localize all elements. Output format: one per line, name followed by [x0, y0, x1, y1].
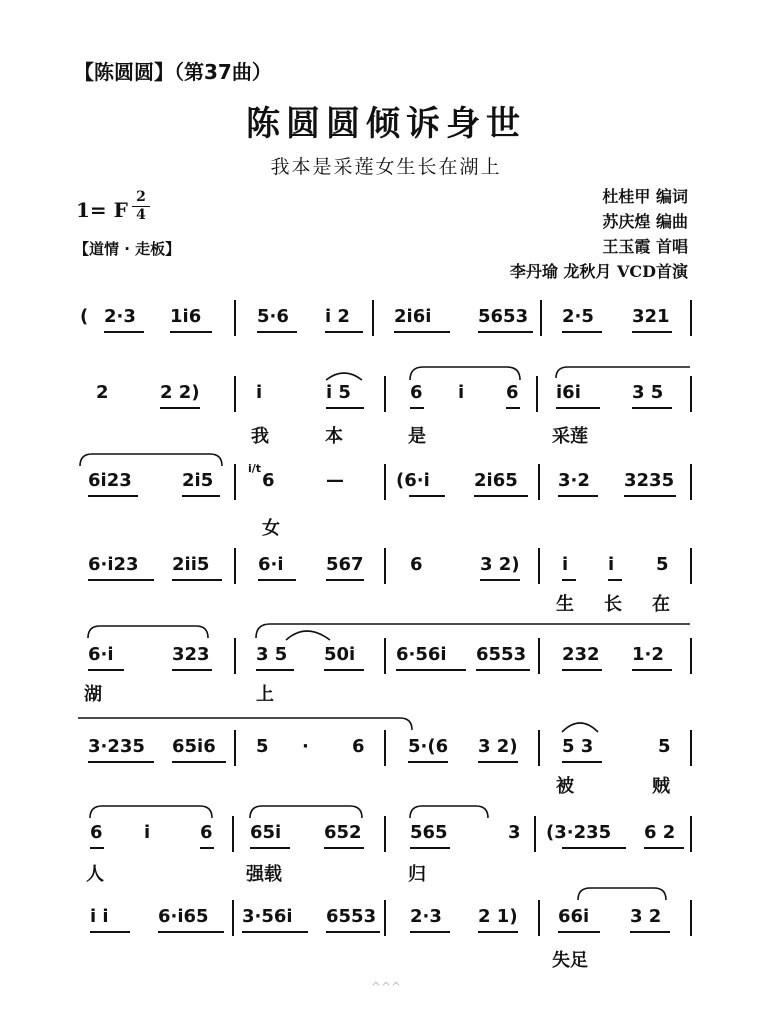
- lyric: 在: [652, 594, 670, 615]
- credit-singer: 王玉霞 首唱: [602, 237, 688, 256]
- slur: [88, 626, 208, 638]
- slur: [410, 806, 488, 818]
- note-group: (6·i: [396, 470, 430, 491]
- note-group: 6: [90, 822, 103, 843]
- lyric: 被: [556, 776, 574, 797]
- credit-vcd: 李丹瑜 龙秋月 VCD首演: [509, 262, 688, 281]
- note-group: (: [80, 306, 89, 327]
- note-group: 6: [200, 822, 213, 843]
- note-group: 6: [352, 736, 365, 757]
- note-group: 3 2): [478, 736, 518, 757]
- note-group: 323: [172, 644, 210, 665]
- note-group: 3 5: [632, 382, 664, 403]
- note-group: 1i6: [170, 306, 202, 327]
- note-group: i: [608, 554, 615, 575]
- note-group: i: [144, 822, 151, 843]
- slur: [78, 718, 412, 730]
- slur: [250, 806, 362, 818]
- slur: [80, 454, 222, 466]
- note-group: 5: [658, 736, 671, 757]
- lyric: 长: [604, 594, 622, 615]
- note-group: 3·2: [558, 470, 590, 491]
- dot-rest: ·: [302, 736, 309, 757]
- subtitle: 我本是采莲女生长在湖上: [270, 156, 502, 178]
- note-group: 232: [562, 644, 600, 665]
- note-group: 2: [96, 382, 109, 403]
- note-group: 565: [410, 822, 448, 843]
- slur: [326, 373, 362, 380]
- note-group: i: [256, 382, 263, 403]
- slur: [556, 367, 690, 378]
- slur: [578, 888, 666, 900]
- note-group: 6: [262, 470, 275, 491]
- lyric: 人: [86, 864, 104, 885]
- note-group: 3 2: [630, 906, 662, 927]
- time-signature-top: 2: [136, 189, 146, 205]
- note-group: (3·235: [546, 822, 612, 843]
- note-group: i6i: [556, 382, 581, 403]
- note-group: 6i23: [88, 470, 132, 491]
- note-group: 6: [506, 382, 519, 403]
- lyric: 采莲: [552, 426, 588, 447]
- page-mark: ^^^: [370, 980, 402, 994]
- note-group: 652: [324, 822, 362, 843]
- credit-lyricist: 杜桂甲 编词: [602, 187, 688, 206]
- banban-label: 【道情 · 走板】: [74, 240, 181, 258]
- note-group: 6·i: [88, 644, 114, 665]
- note-group: 6553: [326, 906, 377, 927]
- note-group: 5 3: [562, 736, 594, 757]
- slur: [562, 723, 598, 732]
- note-group: 2·5: [562, 306, 594, 327]
- note-group: 321: [632, 306, 670, 327]
- time-signature-bottom: 4: [136, 207, 146, 223]
- note-group: 5653: [478, 306, 529, 327]
- note-group: 2·3: [104, 306, 136, 327]
- note-group: 6553: [476, 644, 527, 665]
- grace-note: i/t: [248, 462, 262, 475]
- key-signature: 1= F: [76, 198, 128, 222]
- lyric: 湖: [84, 684, 102, 705]
- note-group: i: [562, 554, 569, 575]
- note-group: 6·i23: [88, 554, 139, 575]
- note-group: 3235: [624, 470, 675, 491]
- note-group: 2i65: [474, 470, 518, 491]
- note-group: 6·i: [258, 554, 284, 575]
- note-group: 2ii5: [172, 554, 210, 575]
- lyric: 是: [408, 426, 426, 447]
- note-group: 6: [410, 382, 423, 403]
- dash: —: [326, 470, 344, 491]
- lyric: 我: [251, 426, 269, 447]
- note-group: 1·2: [632, 644, 664, 665]
- note-group: 5: [256, 736, 269, 757]
- lyric: 上: [256, 684, 274, 705]
- lyric: 本: [325, 426, 343, 447]
- lyric: 贼: [652, 776, 670, 797]
- note-group: 2i6i: [394, 306, 432, 327]
- note-group: 6 2: [644, 822, 676, 843]
- note-group: 5·(6: [408, 736, 449, 757]
- lyric: 失足: [552, 950, 588, 971]
- credit-composer: 苏庆煌 编曲: [602, 212, 688, 231]
- page-title: 陈圆圆倾诉身世: [246, 104, 526, 144]
- note-group: 6·56i: [396, 644, 447, 665]
- note-group: 66i: [558, 906, 590, 927]
- note-group: i 5: [326, 382, 351, 403]
- note-group: 65i6: [172, 736, 216, 757]
- slur: [410, 367, 520, 380]
- note-group: 50i: [324, 644, 356, 665]
- note-group: 65i: [250, 822, 282, 843]
- note-group: 567: [326, 554, 364, 575]
- series-label: 【陈圆圆】（第37曲）: [74, 60, 272, 84]
- note-group: 5: [656, 554, 669, 575]
- lyric: 归: [408, 864, 426, 885]
- note-group: 2 1): [478, 906, 518, 927]
- slur: [256, 624, 690, 638]
- note-group: i i: [90, 906, 109, 927]
- note-group: 2i5: [182, 470, 214, 491]
- slur: [286, 631, 330, 640]
- slur: [90, 806, 212, 818]
- note-group: 2·3: [410, 906, 442, 927]
- note-group: 2 2): [160, 382, 200, 403]
- lyric: 女: [262, 518, 280, 539]
- note-group: 3: [508, 822, 521, 843]
- note-group: 6·i65: [158, 906, 209, 927]
- note-group: i: [458, 382, 465, 403]
- note-group: 5·6: [257, 306, 289, 327]
- lyric: 生: [556, 594, 574, 615]
- note-group: 6: [410, 554, 423, 575]
- note-group: 3·56i: [242, 906, 293, 927]
- note-group: 3 2): [480, 554, 520, 575]
- note-group: 3·235: [88, 736, 145, 757]
- note-group: 3 5: [256, 644, 288, 665]
- note-group: i 2: [325, 306, 350, 327]
- lyric: 强载: [246, 864, 282, 885]
